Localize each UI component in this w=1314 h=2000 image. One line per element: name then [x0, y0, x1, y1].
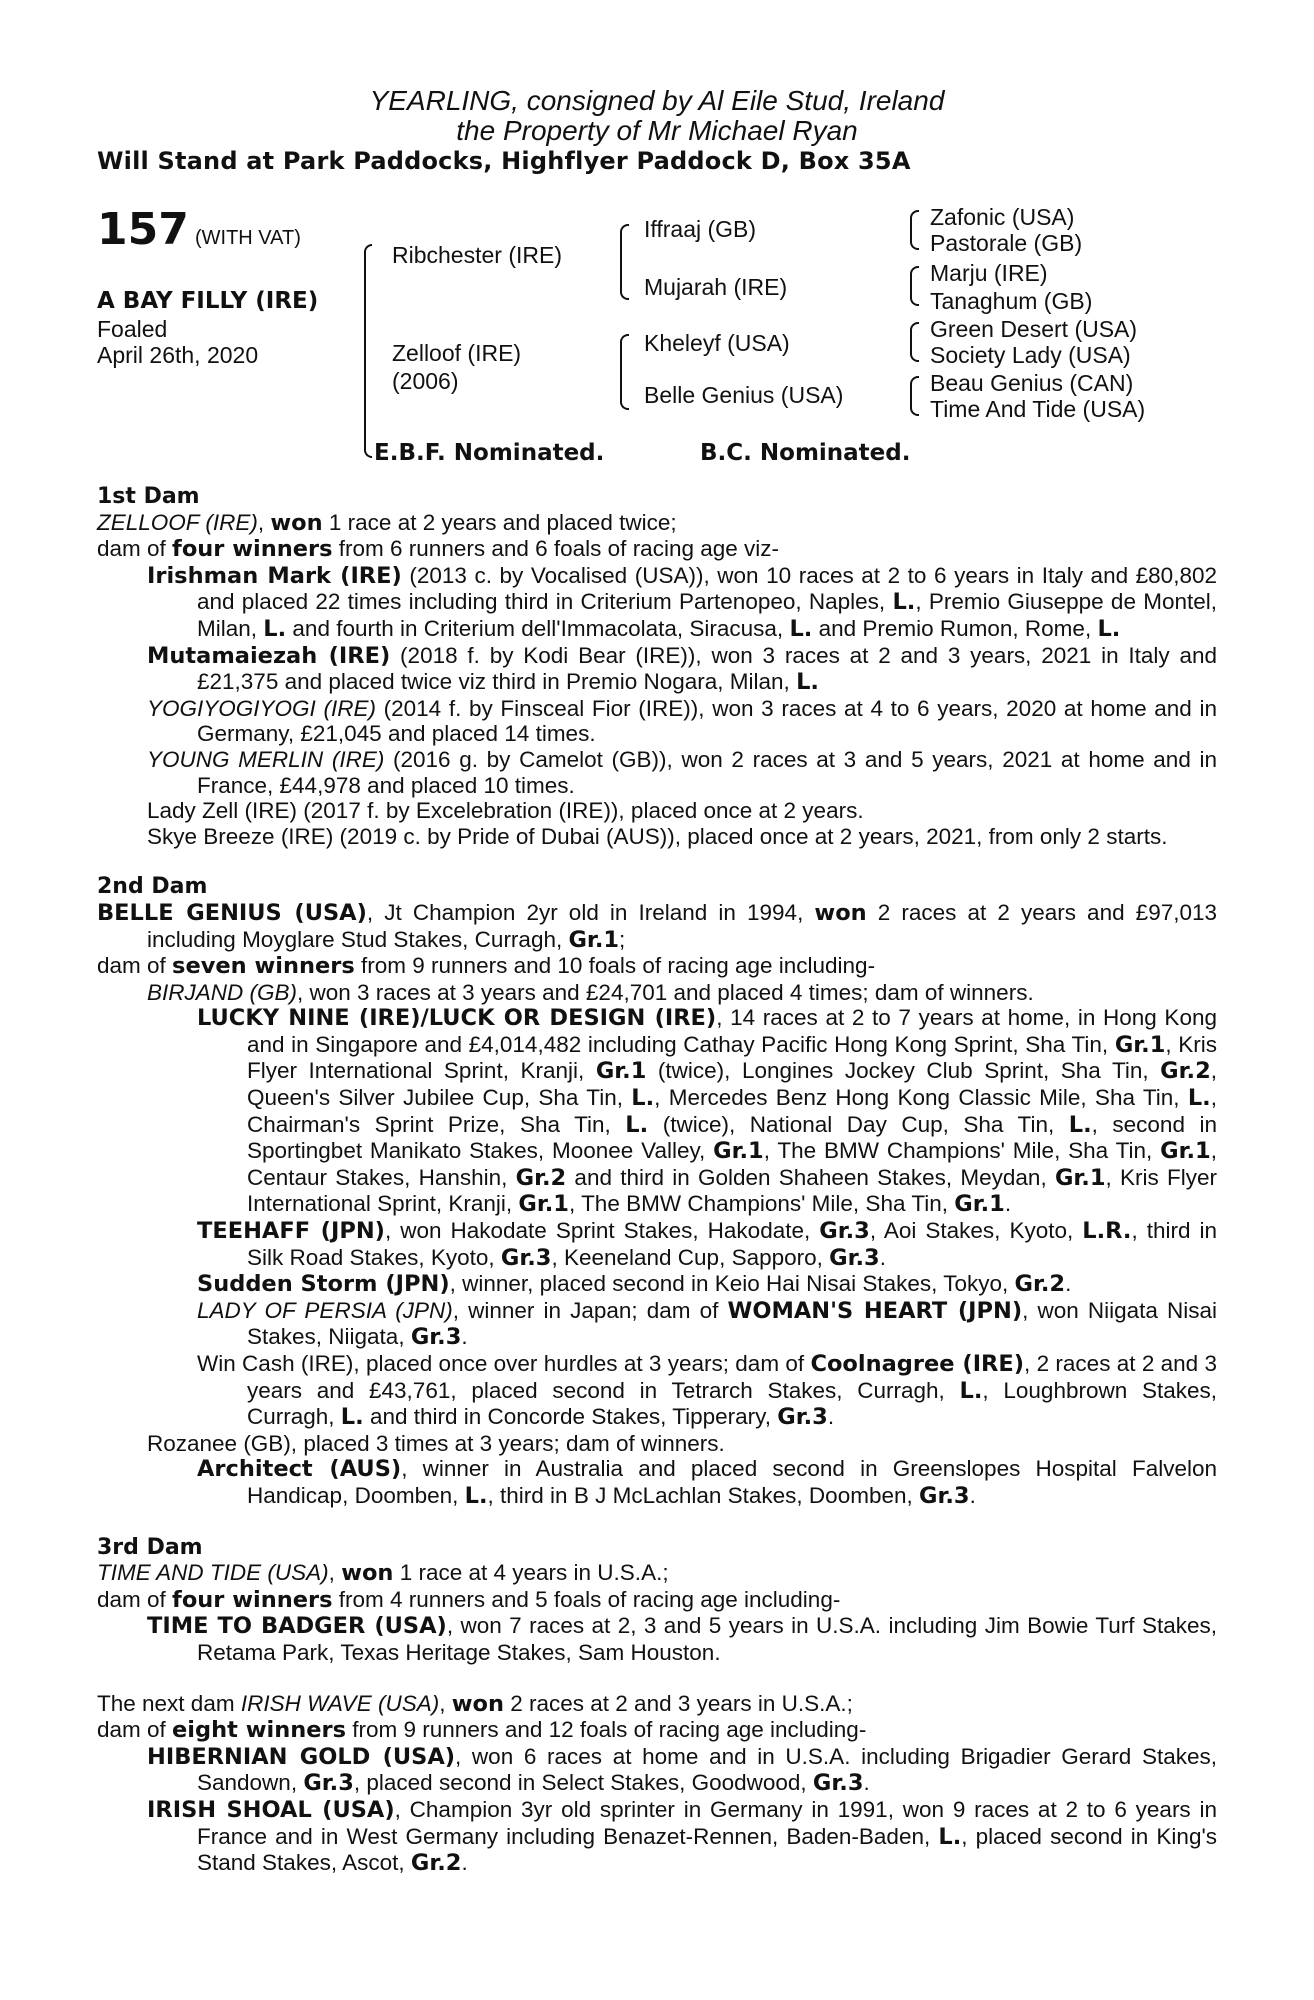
- brace-main: [364, 244, 372, 458]
- next-dam-produce-intro: dam of eight winners from 9 runners and 12 foals of racing age including-: [97, 1717, 867, 1744]
- first-dam-produce-intro: dam of four winners from 6 runners and 6 foals of racing age viz-: [97, 536, 780, 563]
- produce-skye-breeze: Skye Breeze (IRE) (2019 c. by Pride of Dubai (AUS)), placed once at 2 years, 2021, from only 2 starts.: [147, 823, 1168, 849]
- lot-number-block: [97, 204, 301, 255]
- produce-architect: Architect (AUS), winner in Australia and placed second in Greenslopes Hospital Falvelon Handicap, Doomben, L., third in B J McLachlan Stakes, Doomben, Gr.3.: [197, 1456, 1217, 1509]
- ddd-name: Time And Tide (USA): [930, 396, 1146, 422]
- produce-lady-of-persia: LADY OF PERSIA (JPN), winner in Japan; dam of WOMAN'S HEART (JPN), won Niigata Nisai Stakes, Niigata, Gr.3.: [197, 1297, 1218, 1351]
- next-dam-line: The next dam IRISH WAVE (USA), won 2 races at 2 and 3 years in U.S.A.;: [97, 1690, 853, 1717]
- ds-name: Kheleyf (USA): [644, 330, 790, 356]
- produce-mutamaiezah: Mutamaiezah (IRE) (2018 f. by Kodi Bear (IRE)), won 3 races at 2 and 3 years, 2021 in Italy and £21,375 and placed twice viz third in Premio Nogara, Milan, L.: [147, 642, 1217, 696]
- second-dam-line: BELLE GENIUS (USA), Jt Champion 2yr old in Ireland in 1994, won 2 races at 2 years and £97,013 including Moyglare Stud Stakes, Curragh, Gr.1;: [97, 899, 1218, 953]
- dam-name: Zelloof (IRE): [392, 340, 522, 366]
- dam-year: (2006): [392, 368, 459, 394]
- dss-name: Green Desert (USA): [930, 316, 1138, 342]
- brace-dam: [620, 334, 629, 410]
- header-line-2: the Property of Mr Michael Ryan: [456, 115, 858, 146]
- ssd-name: Pastorale (GB): [930, 230, 1083, 256]
- sire-name: Ribchester (IRE): [392, 242, 562, 268]
- sd-name: Mujarah (IRE): [644, 274, 788, 300]
- sss-name: Zafonic (USA): [930, 204, 1075, 230]
- lot-number: 157: [97, 204, 189, 255]
- third-dam-produce-intro: dam of four winners from 4 runners and 5 foals of racing age including-: [97, 1586, 841, 1613]
- produce-birjand: BIRJAND (GB), won 3 races at 3 years and £24,701 and placed 4 times; dam of winners.: [147, 979, 1034, 1005]
- second-dam-produce-intro: dam of seven winners from 9 runners and 10 foals of racing age including-: [97, 953, 876, 980]
- brace-dd: [910, 376, 919, 416]
- produce-irish-shoal: IRISH SHOAL (USA), Champion 3yr old sprinter in Germany in 1991, won 9 races at 2 to 6 years in France and in West Germany including Benazet-Rennen, Baden-Baden, L., placed second in King's Stand Stakes, Ascot, Gr.2.: [147, 1796, 1217, 1877]
- header-line-1: YEARLING, consigned by Al Eile Stud, Ireland: [369, 85, 945, 116]
- ss-name: Iffraaj (GB): [644, 216, 757, 242]
- header-line-3: Will Stand at Park Paddocks, Highflyer Paddock D, Box 35A: [97, 147, 911, 175]
- third-dam-heading: 3rd Dam: [97, 1534, 203, 1560]
- third-dam-line: TIME AND TIDE (USA), won 1 race at 4 years in U.S.A.;: [97, 1560, 669, 1587]
- first-dam-line: ZELLOOF (IRE), won 1 race at 2 years and placed twice;: [97, 509, 677, 536]
- dds-name: Beau Genius (CAN): [930, 370, 1134, 396]
- brace-sire: [620, 224, 629, 300]
- brace-ss: [910, 210, 919, 250]
- second-dam-heading: 2nd Dam: [97, 874, 208, 900]
- produce-yogiyogiyogi: YOGIYOGIYOGI (IRE) (2014 f. by Finsceal Fior (IRE)), won 3 races at 4 to 6 years, 2020 at home and in Germany, £21,045 and placed 14 times.: [147, 695, 1217, 747]
- dd-name: Belle Genius (USA): [644, 382, 844, 408]
- first-dam-heading: 1st Dam: [97, 484, 200, 509]
- produce-lady-zell: Lady Zell (IRE) (2017 f. by Excelebration (IRE)), placed once at 2 years.: [147, 798, 864, 824]
- dsd-name: Society Lady (USA): [930, 342, 1131, 368]
- foaled-label: Foaled: [97, 316, 168, 342]
- pedigree-notes: [97, 484, 1217, 1877]
- brace-sd: [910, 266, 919, 306]
- sdd-name: Tanaghum (GB): [930, 288, 1093, 314]
- produce-lucky-nine: LUCKY NINE (IRE)/LUCK OR DESIGN (IRE), 14 races at 2 to 7 years at home, in Hong Kong and in Singapore and £4,014,482 including Cathay Pacific Hong Kong Sprint, Sha Tin, Gr.1, Kris Flyer International Sprint, Kranji, Gr.1 (twice), Longines Jockey Club Sprint, Sha Tin, Gr.2, Queen's Silver Jubilee Cup, Sha Tin, L., Mercedes Benz Hong Kong Classic Mile, Sha Tin, L., Chairman's Sprint Prize, Sha Tin, L. (twice), National Day Cup, Sha Tin, L., second in Sportingbet Manikato Stakes, Moonee Valley, Gr.1, The BMW Champions' Mile, Sha Tin, Gr.1, Centaur Stakes, Hanshin, Gr.2 and third in Golden Shaheen Stakes, Meydan, Gr.1, Kris Flyer International Sprint, Kranji, Gr.1, The BMW Champions' Mile, Sha Tin, Gr.1.: [197, 1005, 1217, 1218]
- lot-name: A BAY FILLY (IRE): [97, 288, 319, 314]
- brace-ds: [910, 322, 919, 362]
- produce-teehaff: TEEHAFF (JPN), won Hakodate Sprint Stakes, Hakodate, Gr.3, Aoi Stakes, Kyoto, L.R., third in Silk Road Stakes, Kyoto, Gr.3, Keeneland Cup, Sapporo, Gr.3.: [197, 1218, 1218, 1271]
- produce-time-to-badger: TIME TO BADGER (USA), won 7 races at 2, 3 and 5 years in U.S.A. including Jim Bowie Turf Stakes, Retama Park, Texas Heritage Stakes, Sam Houston.: [147, 1613, 1218, 1665]
- produce-sudden-storm: Sudden Storm (JPN), winner, placed second in Keio Hai Nisai Stakes, Tokyo, Gr.2.: [197, 1271, 1072, 1298]
- produce-win-cash: Win Cash (IRE), placed once over hurdles at 3 years; dam of Coolnagree (IRE), 2 races at 2 and 3 years and £43,761, placed second in Tetrarch Stakes, Curragh, L., Loughbrown Stakes, Curragh, L. and third in Concorde Stakes, Tipperary, Gr.3.: [197, 1351, 1218, 1431]
- sds-name: Marju (IRE): [930, 260, 1048, 286]
- produce-hibernian-gold: HIBERNIAN GOLD (USA), won 6 races at home and in U.S.A. including Brigadier Gerard Stakes, Sandown, Gr.3, placed second in Select Stakes, Goodwood, Gr.3.: [147, 1743, 1217, 1797]
- bc-nominated: B.C. Nominated.: [700, 440, 911, 466]
- foaled-date: April 26th, 2020: [97, 342, 259, 368]
- produce-irishman-mark: Irishman Mark (IRE) (2013 c. by Vocalised (USA)), won 10 races at 2 to 6 years in Italy and £80,802 and placed 22 times including third in Criterium Partenopeo, Naples, L., Premio Giuseppe de Montel, Milan, L. and fourth in Criterium dell'Immacolata, Siracusa, L. and Premio Rumon, Rome, L.: [147, 562, 1218, 642]
- ebf-nominated: E.B.F. Nominated.: [374, 440, 605, 466]
- produce-young-merlin: YOUNG MERLIN (IRE) (2016 g. by Camelot (GB)), won 2 races at 3 and 5 years, 2021 at home and in France, £44,978 and placed 10 times.: [147, 746, 1218, 798]
- produce-rozanee: Rozanee (GB), placed 3 times at 3 years; dam of winners.: [147, 1430, 725, 1456]
- vat-note: (WITH VAT): [194, 227, 301, 249]
